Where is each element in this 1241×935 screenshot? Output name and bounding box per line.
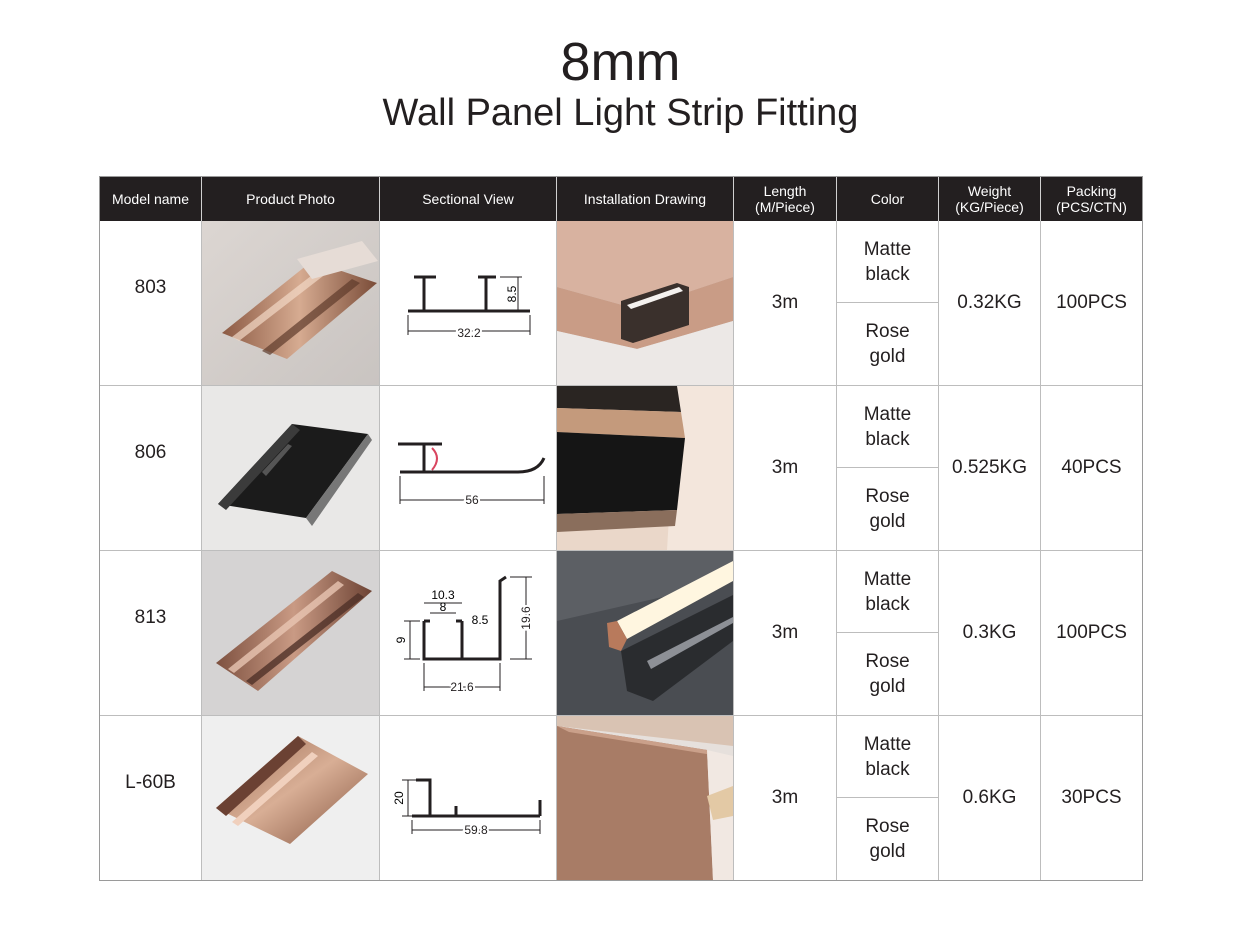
packing-value: 30PCS	[1061, 787, 1122, 808]
section-drawing-806	[380, 386, 556, 550]
install-drawing-803	[557, 221, 733, 385]
install-drawing-L-60B	[557, 716, 733, 880]
model-name: 813	[100, 551, 202, 715]
color-option: Matte black	[837, 221, 938, 303]
table-row	[100, 221, 1142, 386]
dimension-label: 21.6	[450, 680, 474, 694]
profile-photo-803	[202, 221, 379, 385]
dimension-label: 20	[392, 791, 406, 805]
install-drawing-813	[557, 551, 733, 715]
color-cell	[837, 551, 939, 715]
color-option: Rose gold	[865, 651, 910, 697]
dimension-label: 10.3	[431, 588, 455, 602]
color-option: Matte black	[837, 551, 938, 633]
color-option: Rose gold	[865, 816, 910, 862]
profile-photo-813	[202, 551, 379, 715]
header-product-photo: Product Photo	[202, 177, 380, 221]
weight-value: 0.3KG	[939, 551, 1041, 715]
header-color: Color	[837, 177, 939, 221]
product-photo	[202, 716, 380, 880]
dimension-label: 8.5	[471, 613, 489, 627]
model-name: L-60B	[100, 716, 202, 880]
dimension-label: 59.8	[464, 823, 488, 837]
length-value: 3m	[734, 716, 837, 880]
installation-drawing	[557, 221, 734, 385]
product-photo	[202, 221, 380, 385]
color-option: Matte black	[837, 386, 938, 468]
weight-value: 0.32KG	[939, 221, 1041, 385]
color-option: Rose gold	[865, 486, 910, 532]
table-header	[100, 177, 1142, 221]
page-subtitle: Wall Panel Light Strip Fitting	[382, 92, 859, 134]
color-cell	[837, 716, 939, 880]
dimension-label: 56	[465, 493, 479, 507]
header-sectional-view: Sectional View	[380, 177, 557, 221]
section-drawing-L-60B	[380, 716, 556, 880]
color-option: Rose gold	[865, 321, 910, 367]
sectional-view	[380, 386, 557, 550]
table-row	[100, 551, 1142, 716]
dimension-label: 8.5	[505, 285, 519, 303]
profile-photo-L-60B	[202, 716, 379, 880]
product-photo	[202, 386, 380, 550]
packing-value: 40PCS	[1061, 457, 1122, 478]
spec-table	[99, 176, 1143, 881]
weight-value: 0.525KG	[939, 386, 1041, 550]
header-packing: Packing (PCS/CTN)	[1056, 183, 1127, 215]
dimension-label: 19.6	[519, 606, 533, 630]
packing-value: 100PCS	[1056, 292, 1127, 313]
packing-value: 100PCS	[1056, 622, 1127, 643]
header-model-name: Model name	[100, 177, 202, 221]
sectional-view	[380, 221, 557, 385]
length-value: 3m	[734, 551, 837, 715]
product-photo	[202, 551, 380, 715]
page-title: 8mm	[560, 32, 681, 92]
header-installation-drawing: Installation Drawing	[557, 177, 734, 221]
color-cell	[837, 221, 939, 385]
header-length: Length (M/Piece)	[734, 177, 837, 221]
weight-value: 0.6KG	[939, 716, 1041, 880]
table-row	[100, 716, 1142, 881]
profile-photo-806	[202, 386, 379, 550]
section-drawing-803	[380, 221, 556, 385]
model-name: 803	[100, 221, 202, 385]
dimension-label: 32.2	[457, 326, 481, 340]
install-drawing-806	[557, 386, 733, 550]
sectional-view	[380, 551, 557, 715]
installation-drawing	[557, 386, 734, 550]
length-value: 3m	[734, 386, 837, 550]
table-row	[100, 386, 1142, 551]
dimension-label: 9	[394, 636, 408, 644]
model-name: 806	[100, 386, 202, 550]
sectional-view	[380, 716, 557, 880]
dimension-label: 8	[439, 600, 447, 614]
color-option: Matte black	[837, 716, 938, 798]
installation-drawing	[557, 716, 734, 880]
header-weight: Weight (KG/Piece)	[939, 177, 1041, 221]
length-value: 3m	[734, 221, 837, 385]
color-cell	[837, 386, 939, 550]
installation-drawing	[557, 551, 734, 715]
section-drawing-813	[380, 551, 556, 715]
